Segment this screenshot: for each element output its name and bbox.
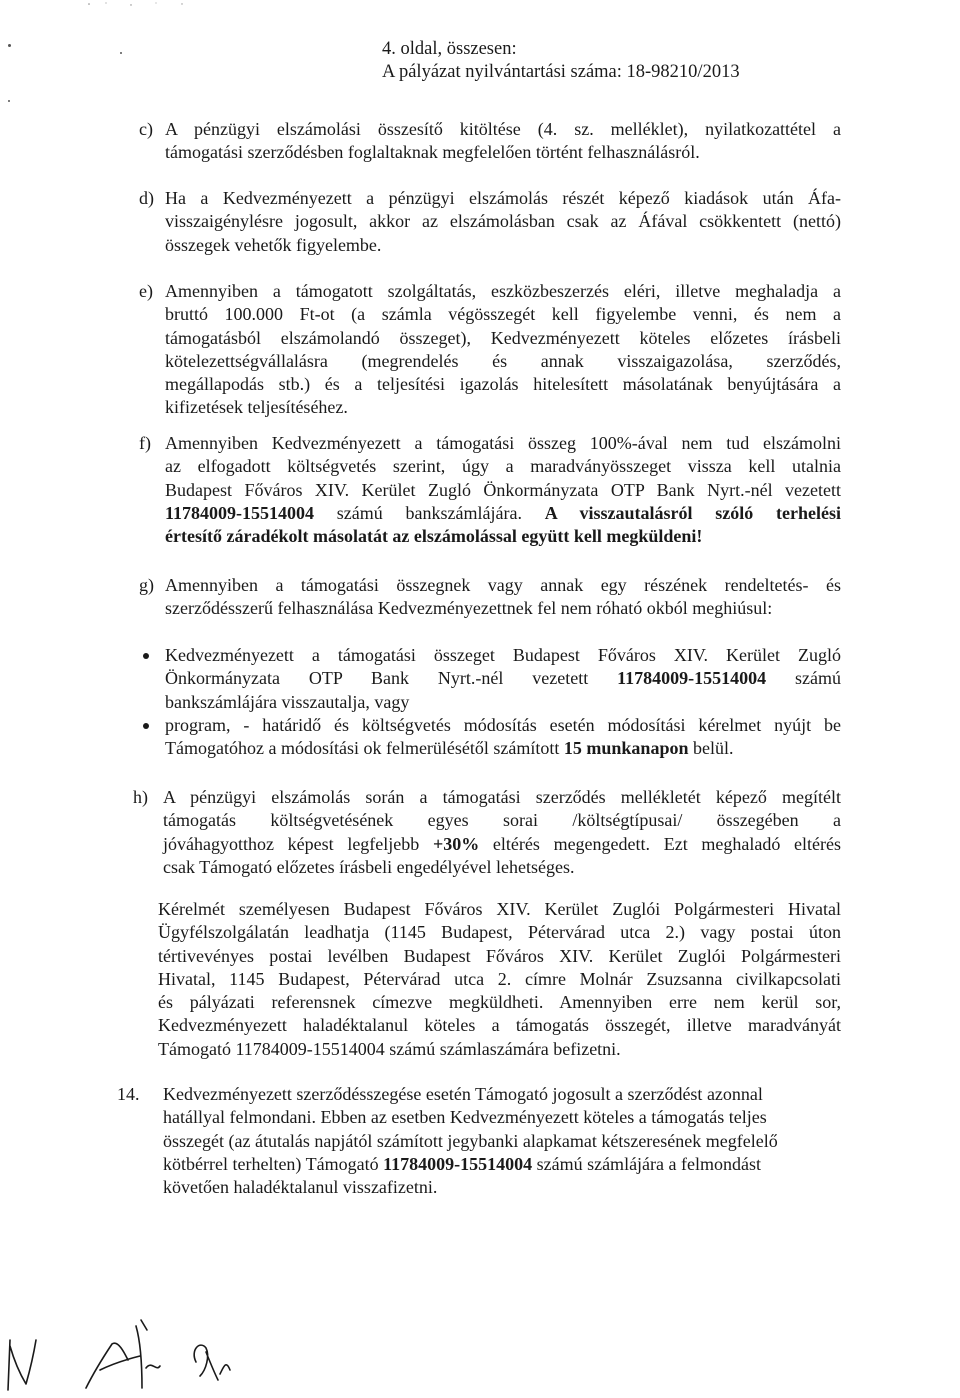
text-fragment: Támogatóhoz a módosítási ok felmerülésétől számított: [165, 738, 564, 759]
text-line: összegek vehetők figyelembe.: [165, 234, 382, 255]
text-line: Amennyiben a támogatott szolgáltatás, eszközbeszerzés eléri, illetve meghaladja a: [165, 281, 841, 301]
item-h: [133, 786, 841, 879]
text-line: visszaigénylésre jogosult, akkor az elszámolásban csak az Áfával csökkentett (nettó): [165, 211, 841, 232]
text-line: az elfogadott költségvetés szerint, úgy a maradványösszeget vissza kell utalnia: [165, 456, 841, 477]
item-label: e): [139, 281, 153, 301]
bullet-dot: [143, 723, 149, 729]
text-fragment: jóváhagyotthoz képest legfeljebb: [163, 833, 433, 854]
scan-dot: [120, 52, 122, 54]
deadline-days: 15 munkanapon: [563, 738, 689, 759]
text-fragment: számú számlájára a felmondást: [532, 1153, 761, 1174]
scan-dot: [8, 44, 11, 47]
bullet-item: [165, 644, 841, 714]
text-line: összegét (az átutalás napjától számított jegybanki alapkamat kétszeresének megfelelő: [163, 1130, 778, 1151]
page-number-line: 4. oldal, összesen:: [382, 39, 517, 59]
bullet-dot: [143, 653, 149, 659]
text-line: támogatás költségvetésének egyes sorai /költségtípusai/ összegében a: [163, 810, 841, 831]
text-line: Kedvezményezett a támogatási összeget Budapest Főváros XIV. Kerület Zugló: [165, 645, 841, 665]
registration-number-line: A pályázat nyilvántartási száma: 18-98210/2013: [382, 62, 740, 82]
text-line: kifizetések teljesítéséhez.: [165, 397, 348, 418]
text-line: Amennyiben a támogatási összegnek vagy annak egy részének rendeltetés- és: [165, 575, 841, 595]
text-line: Hivatal, 1145 Budapest, Pétervárad utca 2. címre Molnár Zsuzsanna civilkapcsolati: [158, 968, 841, 989]
scan-dot: [8, 100, 10, 102]
text-line: Budapest Főváros XIV. Kerület Zugló Önkormányzata OTP Bank Nyrt.-nél vezetett: [165, 479, 841, 500]
text-line: Támogató 11784009-15514004 számú számlaszámára befizetni.: [158, 1038, 621, 1059]
item-14: [117, 1083, 843, 1199]
item-label: f): [139, 433, 151, 453]
text-line: csak Támogató előzetes írásbeli engedélyével lehetséges.: [163, 856, 575, 877]
text-line: A pénzügyi elszámolás során a támogatási szerződés mellékletét képező megítélt: [163, 787, 841, 807]
text-line: [163, 1153, 843, 1176]
submission-paragraph: [158, 898, 841, 1061]
scan-specks: [86, 0, 206, 8]
item-d: [139, 187, 841, 257]
text-line: [165, 502, 841, 525]
text-fragment: számú: [766, 668, 842, 689]
text-line: támogatási szerződésben foglaltaknak megfelelően történt felhasználásról.: [165, 142, 700, 163]
text-fragment: Önkormányzata OTP Bank Nyrt.-nél vezetett: [165, 668, 618, 689]
text-line: Amennyiben Kedvezményezett a támogatási összeg 100%-ával nem tud elszámolni: [165, 433, 841, 453]
text-line: Ügyfélszolgálatán leadhatja (1145 Budapest, Pétervárad utca 2.) vagy postai úton: [158, 922, 841, 943]
tolerance-percent: +30%: [432, 833, 480, 854]
notice-bold-text: A visszautalásról szóló terhelési: [544, 502, 841, 523]
text-fragment: eltérés megengedett. Ezt meghaladó eltérés: [479, 833, 841, 854]
item-g: [139, 574, 841, 621]
text-line: [165, 737, 841, 760]
page-header: [382, 38, 740, 84]
text-line: [165, 667, 841, 690]
text-line: program, - határidő és költségvetés módosítás esetén módosítási kérelmet nyújt be: [165, 715, 841, 735]
text-line: bankszámlájára visszautalja, vagy: [165, 691, 410, 712]
text-fragment: kötbérrel terhelten) Támogató: [163, 1153, 384, 1174]
text-line: bruttó 100.000 Ft-ot (a számla végösszegét kell figyelembe venni, és nem a: [165, 304, 841, 325]
notice-bold-line: értesítő záradékolt másolatát az elszámolással együtt kell megküldeni!: [165, 526, 703, 547]
text-line: Kedvezményezett haladéktalanul köteles a támogatás összegét, illetve maradványát: [158, 1015, 841, 1036]
text-line: és pályázati referensnek címezve megküldheti. Amennyiben erre nem kerül sor,: [158, 992, 841, 1013]
text-fragment: belül.: [688, 738, 734, 759]
item-label: 14.: [117, 1084, 140, 1104]
text-line: Kedvezményezett szerződésszegése esetén Támogató jogosult a szerződést azonnal: [163, 1084, 763, 1104]
handwritten-initials: [0, 1300, 320, 1398]
bank-account-number: 11784009-15514004: [165, 502, 315, 523]
text-line: hatállyal felmondani. Ebben az esetben Kedvezményezett köteles a támogatás teljes: [163, 1107, 767, 1128]
bank-account-number: 11784009-15514004: [617, 668, 767, 689]
text-line: követően haladéktalanul visszafizetni.: [163, 1177, 438, 1198]
item-c: [139, 118, 841, 165]
bullet-item: [165, 714, 841, 761]
text-line: tértivevényes postai levélben Budapest Főváros XIV. Kerület Zuglói Polgármesteri: [158, 945, 841, 966]
item-label: h): [133, 787, 148, 807]
item-label: c): [139, 119, 153, 139]
bank-account-number: 11784009-15514004: [383, 1153, 533, 1174]
item-e: [139, 280, 841, 420]
item-f: [139, 432, 841, 548]
text-line: kötelezettségvállalásra (megrendelés és annak visszaigazolása, szerződés,: [165, 350, 841, 371]
text-fragment: számú bankszámlájára.: [314, 502, 545, 523]
item-label: d): [139, 188, 154, 208]
text-line: támogatásból elszámolandó összeget), Kedvezményezett köteles előzetes írásbeli: [165, 327, 841, 348]
text-line: megállapodás stb.) és a teljesítési igazolás hitelesített másolatának benyújtására a: [165, 374, 841, 395]
text-line: [163, 833, 841, 856]
text-line: Ha a Kedvezményezett a pénzügyi elszámolás részét képező kiadások után Áfa-: [165, 188, 841, 208]
text-line: Kérelmét személyesen Budapest Főváros XIV. Kerület Zuglói Polgármesteri Hivatal: [158, 899, 841, 919]
text-line: szerződésszerű felhasználása Kedvezményezettnek fel nem róható okból meghiúsul:: [165, 598, 773, 619]
item-label: g): [139, 575, 154, 595]
text-line: A pénzügyi elszámolási összesítő kitöltése (4. sz. melléklet), nyilatkozattétel a: [165, 119, 841, 139]
